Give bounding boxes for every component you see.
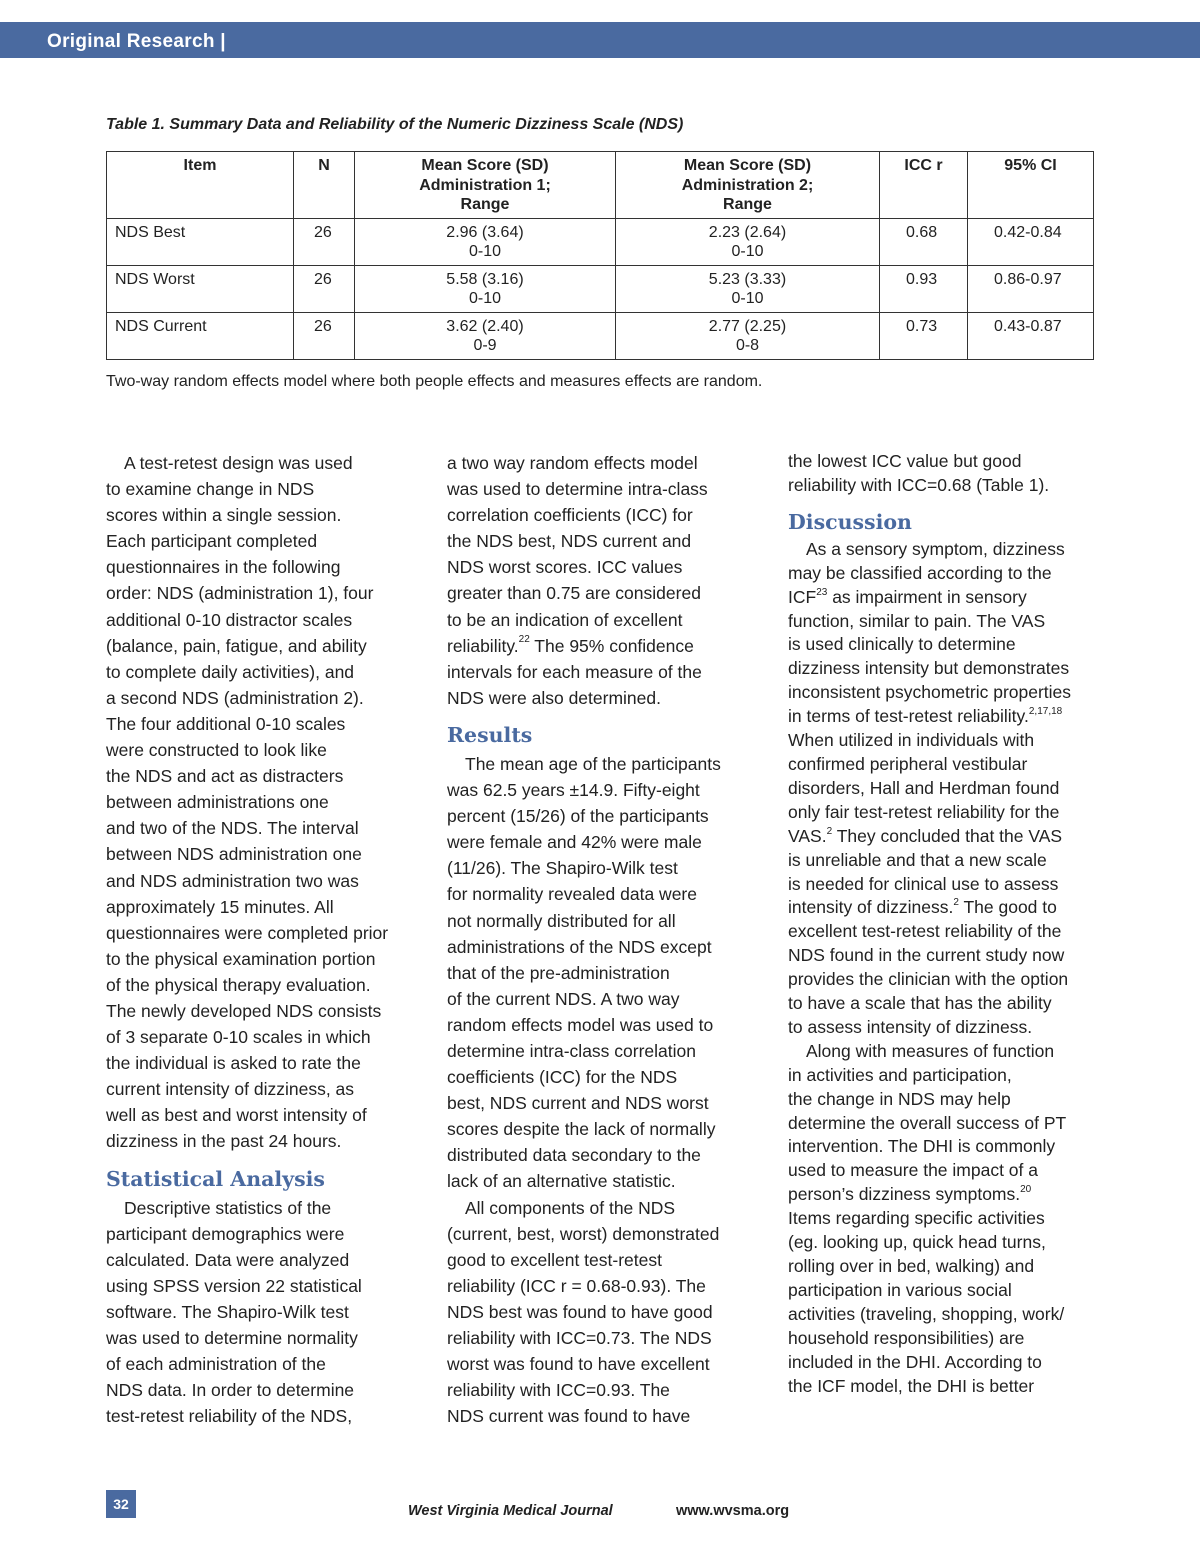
text-line: NDS worst scores. ICC values [447,557,683,578]
text-line: of the physical therapy evaluation. [106,974,371,995]
text-column-1 [106,450,411,1429]
text-line: reliability (ICC r = 0.68-0.93). The [447,1275,706,1296]
table-header-cell: Mean Score (SD) Administration 2; Range [616,152,880,219]
text-line: (current, best, worst) demonstrated [447,1223,720,1244]
text-line: in activities and participation, [788,1064,1012,1085]
text-line: administrations of the NDS except [447,936,712,957]
section-heading-discussion: Discussion [788,509,912,534]
text-line: the lowest ICC value but good [788,451,1022,471]
text-line: and NDS administration two was [106,870,359,891]
text-line: were female and 42% were male [447,832,702,853]
table-cell: 0.43-0.87 [968,312,1094,359]
text-line: intensity of dizziness.$^2$ The good to [788,897,1057,918]
table-row [107,218,1094,265]
text-line: the individual is asked to rate the [106,1053,361,1074]
text-line: were constructed to look like [106,740,327,761]
text-line: random effects model was used to [447,1014,714,1035]
text-line: ICF$^{23}$ as impairment in sensory [788,586,1027,607]
text-line: may be classified according to the [788,562,1052,583]
text-line: questionnaires in the following [106,557,341,578]
text-line: was used to determine intra-class [447,479,708,500]
text-line: is unreliable and that a new scale [788,849,1047,870]
text-line: disorders, Hall and Herdman found [788,777,1060,798]
table-cell: 2.96 (3.64) 0-10 [355,218,616,265]
text-line: (11/26). The Shapiro-Wilk test [447,858,678,879]
text-line: a two way random effects model [447,453,698,473]
table-caption: Table 1. Summary Data and Reliability of the Numeric Dizziness Scale (NDS) [106,116,684,133]
text-line: and two of the NDS. The interval [106,818,359,839]
text-line: excellent test-retest reliability of the [788,921,1062,942]
text-line: greater than 0.75 are considered [447,583,701,604]
table-cell: 26 [294,312,355,359]
table-cell: 0.73 [880,312,968,359]
table-cell: NDS Current [107,312,294,359]
text-line: is needed for clinical use to assess [788,873,1059,894]
table-header-cell: Mean Score (SD) Administration 1; Range [355,152,616,219]
paragraph [447,450,752,711]
text-line: dizziness intensity but demonstrates [788,658,1070,679]
text-line: coefficients (ICC) for the NDS [447,1067,678,1088]
text-line: person’s dizziness symptoms.$^{20}$ [788,1184,1032,1205]
reference-superscript: 2 [953,897,959,909]
reference-superscript: 23 [816,586,828,598]
text-line: NDS found in the current study now [788,945,1065,966]
text-line: Items regarding specific activities [788,1208,1045,1229]
text-line: is used clinically to determine [788,634,1016,655]
text-line: not normally distributed for all [447,910,676,931]
text-line: participation in various social [788,1279,1012,1300]
text-line: (balance, pain, fatigue, and ability [106,635,367,656]
text-line: NDS data. In order to determine [106,1380,355,1401]
table-cell: 5.58 (3.16) 0-10 [355,265,616,312]
text-line: the NDS best, NDS current and [447,531,692,552]
text-line: scores despite the lack of normally [447,1119,716,1140]
paragraph [788,538,1098,1040]
page-number: 32 [106,1490,136,1518]
table-cell: NDS Worst [107,265,294,312]
text-line: rolling over in bed, walking) and [788,1256,1035,1276]
journal-name: West Virginia Medical Journal [408,1503,613,1519]
text-line: to examine change in NDS [106,479,315,500]
text-line: additional 0-10 distractor scales [106,609,353,630]
table-note: Two-way random effects model where both people effects and measures effects are random. [106,373,763,390]
paragraph [106,450,411,1155]
text-line: intervals for each measure of the [447,661,702,682]
text-line: distributed data secondary to the [447,1145,701,1166]
paragraph [788,450,1098,498]
table-header-row [107,152,1094,219]
text-line: determine the overall success of PT [788,1112,1067,1133]
paragraph [447,751,752,1195]
text-line: reliability with ICC=0.68 (Table 1). [788,474,1050,495]
text-line: activities (traveling, shopping, work/ [788,1303,1065,1324]
table-cell: 2.77 (2.25) 0-8 [616,312,880,359]
text-line: reliability with ICC=0.93. The [447,1380,670,1401]
table-header-cell: N [294,152,355,219]
text-line: included in the DHI. According to [788,1351,1042,1372]
text-line: software. The Shapiro-Wilk test [106,1301,349,1322]
text-line: reliability with ICC=0.73. The NDS [447,1328,712,1348]
text-line: confirmed peripheral vestibular [788,753,1028,774]
text-line: only fair test-retest reliability for the [788,801,1060,822]
text-line: correlation coefficients (ICC) for [447,505,693,526]
text-line: to complete daily activities), and [106,661,355,682]
text-line: of the current NDS. A two way [447,988,680,1009]
text-line: the ICF model, the DHI is better [788,1375,1035,1396]
text-line: that of the pre-administration [447,962,670,983]
reference-superscript: 22 [518,633,530,645]
section-heading-results: Results [447,722,533,747]
text-line: participant demographics were [106,1223,345,1244]
text-line: NDS current was found to have [447,1406,691,1427]
text-line: in terms of test-retest reliability.$^{2,17,18}$ [788,706,1063,727]
table-cell: 2.23 (2.64) 0-10 [616,218,880,265]
table-cell: NDS Best [107,218,294,265]
reference-superscript: 20 [1020,1184,1032,1196]
text-line: Along with measures of function [806,1040,1055,1061]
text-line: for normality revealed data were [447,884,697,905]
text-line: to be an indication of excellent [447,609,683,630]
table-cell: 5.23 (3.33) 0-10 [616,265,880,312]
table-row [107,312,1094,359]
text-line: VAS.$^2$ They concluded that the VAS [788,825,1063,846]
text-line: was used to determine normality [106,1328,358,1348]
text-line: worst was found to have excellent [447,1354,710,1375]
text-line: test-retest reliability of the NDS, [106,1406,353,1427]
text-line: percent (15/26) of the participants [447,806,709,827]
text-line: All components of the NDS [465,1197,676,1218]
table-row [107,265,1094,312]
text-line: NDS best was found to have good [447,1301,713,1322]
text-line: approximately 15 minutes. All [106,896,334,917]
text-line: to assess intensity of dizziness. [788,1016,1033,1037]
text-line: questionnaires were completed prior [106,922,389,943]
text-line: NDS were also determined. [447,687,661,708]
text-line: good to excellent test-retest [447,1249,662,1270]
text-line: function, similar to pain. The VAS [788,610,1046,631]
reference-superscript: 2 [826,825,833,837]
table-header-cell: ICC r [880,152,968,219]
text-line: current intensity of dizziness, as [106,1079,355,1100]
table-header-cell: 95% CI [968,152,1094,219]
text-line: provides the clinician with the option [788,969,1069,990]
table-cell: 0.42-0.84 [968,218,1094,265]
text-line: to have a scale that has the ability [788,993,1052,1014]
table-cell: 0.86-0.97 [968,265,1094,312]
text-line: best, NDS current and NDS worst [447,1093,709,1114]
paragraph [106,1195,411,1430]
text-line: of each administration of the [106,1354,326,1375]
reference-superscript: 2,17,18 [1028,706,1063,718]
text-line: the NDS and act as distracters [106,766,344,787]
table-cell: 0.93 [880,265,968,312]
text-line: When utilized in individuals with [788,730,1035,751]
text-line: was 62.5 years ±14.9. Fifty-eight [447,780,700,801]
paragraph [447,1195,752,1430]
text-column-2 [447,450,752,1429]
text-line: dizziness in the past 24 hours. [106,1131,342,1152]
table-cell: 26 [294,218,355,265]
table-cell: 26 [294,265,355,312]
text-line: using SPSS version 22 statistical [106,1275,362,1296]
section-label: Original Research | [47,31,226,52]
text-line: inconsistent psychometric properties [788,682,1072,703]
text-column-3 [788,450,1098,1398]
text-line: The four additional 0-10 scales [106,713,346,734]
text-line: determine intra-class correlation [447,1040,696,1061]
text-line: of 3 separate 0-10 scales in which [106,1027,371,1048]
text-line: order: NDS (administration 1), four [106,583,374,604]
text-line: (eg. looking up, quick head turns, [788,1232,1046,1253]
text-line: reliability.$^{22}$ The 95% confidence [447,633,694,656]
text-line: household responsibilities) are [788,1327,1025,1348]
table-header-cell: Item [107,152,294,219]
text-line: Descriptive statistics of the [124,1197,332,1218]
text-line: lack of an alternative statistic. [447,1171,676,1192]
text-line: A test-retest design was used [124,453,353,473]
text-line: the change in NDS may help [788,1088,1011,1109]
text-line: a second NDS (administration 2). [106,687,364,708]
section-heading-statistical-analysis: Statistical Analysis [106,1166,325,1191]
text-line: The mean age of the participants [465,753,721,774]
paragraph [788,1040,1098,1399]
text-line: between administrations one [106,792,329,813]
table-cell: 3.62 (2.40) 0-9 [355,312,616,359]
text-line: The newly developed NDS consists [106,1000,382,1021]
website-url: www.wvsma.org [676,1503,790,1519]
table-cell: 0.68 [880,218,968,265]
table-body [107,218,1094,359]
text-line: calculated. Data were analyzed [106,1249,350,1270]
text-line: well as best and worst intensity of [106,1105,367,1126]
text-line: to the physical examination portion [106,948,376,969]
text-line: used to measure the impact of a [788,1160,1038,1181]
text-line: intervention. The DHI is commonly [788,1136,1056,1157]
text-line: between NDS administration one [106,844,362,865]
text-line: As a sensory symptom, dizziness [806,538,1065,559]
text-line: scores within a single session. [106,505,342,526]
summary-table [106,151,1094,360]
text-line: Each participant completed [106,531,318,552]
